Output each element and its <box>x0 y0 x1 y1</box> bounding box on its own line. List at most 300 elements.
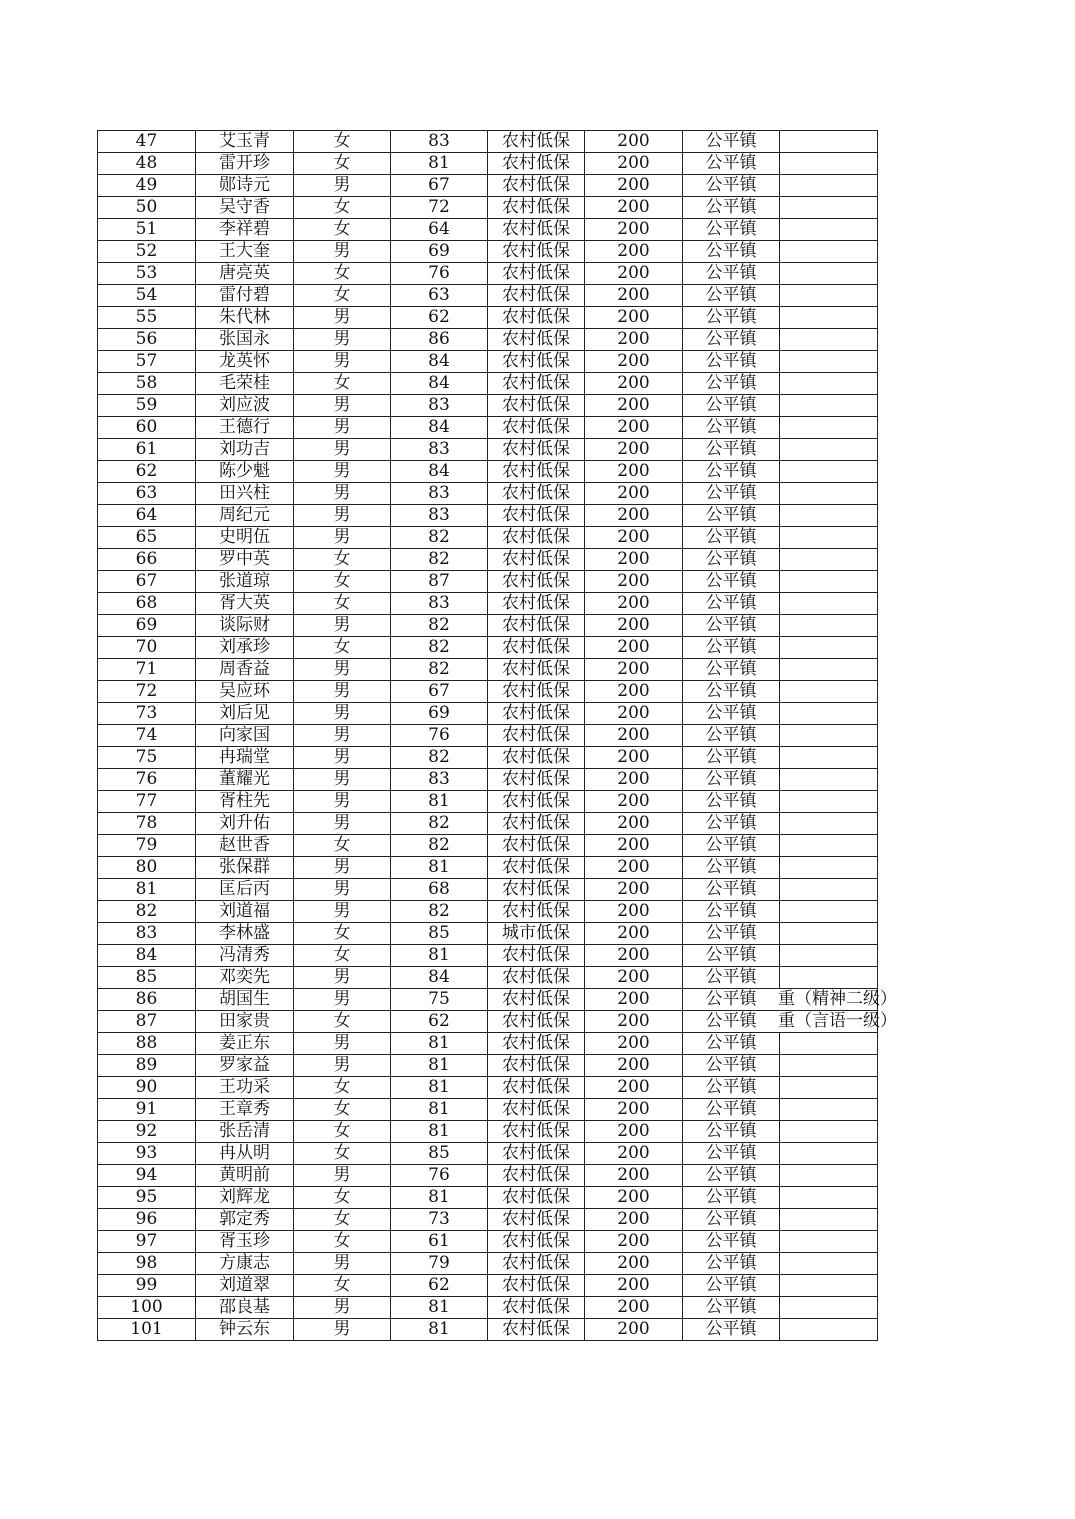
age-cell[interactable]: 62 <box>391 307 488 329</box>
amount-cell[interactable]: 200 <box>585 417 683 439</box>
note-cell[interactable] <box>780 307 878 329</box>
amount-cell[interactable]: 200 <box>585 549 683 571</box>
row-number-cell[interactable]: 49 <box>98 175 196 197</box>
gender-cell[interactable]: 男 <box>294 1297 391 1319</box>
amount-cell[interactable]: 200 <box>585 989 683 1011</box>
amount-cell[interactable]: 200 <box>585 1231 683 1253</box>
amount-cell[interactable]: 200 <box>585 1319 683 1341</box>
name-cell[interactable]: 郭定秀 <box>196 1209 294 1231</box>
gender-cell[interactable]: 男 <box>294 1033 391 1055</box>
subsidy-type-cell[interactable]: 农村低保 <box>488 197 585 219</box>
note-cell[interactable] <box>780 1319 878 1341</box>
town-cell[interactable]: 公平镇 <box>683 835 780 857</box>
town-cell[interactable]: 公平镇 <box>683 417 780 439</box>
age-cell[interactable]: 82 <box>391 549 488 571</box>
row-number-cell[interactable]: 52 <box>98 241 196 263</box>
name-cell[interactable]: 张保群 <box>196 857 294 879</box>
age-cell[interactable]: 76 <box>391 263 488 285</box>
row-number-cell[interactable]: 70 <box>98 637 196 659</box>
row-number-cell[interactable]: 47 <box>98 131 196 153</box>
amount-cell[interactable]: 200 <box>585 901 683 923</box>
row-number-cell[interactable]: 64 <box>98 505 196 527</box>
name-cell[interactable]: 李林盛 <box>196 923 294 945</box>
name-cell[interactable]: 冉从明 <box>196 1143 294 1165</box>
town-cell[interactable]: 公平镇 <box>683 1055 780 1077</box>
subsidy-type-cell[interactable]: 农村低保 <box>488 967 585 989</box>
row-number-cell[interactable]: 66 <box>98 549 196 571</box>
gender-cell[interactable]: 男 <box>294 527 391 549</box>
row-number-cell[interactable]: 79 <box>98 835 196 857</box>
gender-cell[interactable]: 男 <box>294 791 391 813</box>
row-number-cell[interactable]: 51 <box>98 219 196 241</box>
name-cell[interactable]: 邓奕先 <box>196 967 294 989</box>
amount-cell[interactable]: 200 <box>585 1187 683 1209</box>
gender-cell[interactable]: 男 <box>294 967 391 989</box>
age-cell[interactable]: 85 <box>391 1143 488 1165</box>
name-cell[interactable]: 冉瑞堂 <box>196 747 294 769</box>
amount-cell[interactable]: 200 <box>585 1011 683 1033</box>
gender-cell[interactable]: 女 <box>294 1275 391 1297</box>
age-cell[interactable]: 83 <box>391 769 488 791</box>
town-cell[interactable]: 公平镇 <box>683 527 780 549</box>
note-cell[interactable] <box>780 901 878 923</box>
town-cell[interactable]: 公平镇 <box>683 681 780 703</box>
subsidy-type-cell[interactable]: 农村低保 <box>488 1055 585 1077</box>
row-number-cell[interactable]: 81 <box>98 879 196 901</box>
name-cell[interactable]: 刘功吉 <box>196 439 294 461</box>
gender-cell[interactable]: 男 <box>294 769 391 791</box>
amount-cell[interactable]: 200 <box>585 1143 683 1165</box>
gender-cell[interactable]: 男 <box>294 747 391 769</box>
town-cell[interactable]: 公平镇 <box>683 769 780 791</box>
name-cell[interactable]: 罗家益 <box>196 1055 294 1077</box>
subsidy-type-cell[interactable]: 农村低保 <box>488 637 585 659</box>
subsidy-type-cell[interactable]: 农村低保 <box>488 395 585 417</box>
town-cell[interactable]: 公平镇 <box>683 1297 780 1319</box>
gender-cell[interactable]: 女 <box>294 1231 391 1253</box>
amount-cell[interactable]: 200 <box>585 769 683 791</box>
amount-cell[interactable]: 200 <box>585 593 683 615</box>
note-cell[interactable] <box>780 813 878 835</box>
gender-cell[interactable]: 男 <box>294 1319 391 1341</box>
amount-cell[interactable]: 200 <box>585 659 683 681</box>
subsidy-type-cell[interactable]: 农村低保 <box>488 1253 585 1275</box>
name-cell[interactable]: 刘后见 <box>196 703 294 725</box>
subsidy-type-cell[interactable]: 农村低保 <box>488 285 585 307</box>
town-cell[interactable]: 公平镇 <box>683 571 780 593</box>
town-cell[interactable]: 公平镇 <box>683 351 780 373</box>
name-cell[interactable]: 王德行 <box>196 417 294 439</box>
subsidy-type-cell[interactable]: 农村低保 <box>488 1033 585 1055</box>
note-cell[interactable] <box>780 263 878 285</box>
age-cell[interactable]: 84 <box>391 417 488 439</box>
town-cell[interactable]: 公平镇 <box>683 131 780 153</box>
amount-cell[interactable]: 200 <box>585 461 683 483</box>
name-cell[interactable]: 朱代林 <box>196 307 294 329</box>
note-cell[interactable] <box>780 945 878 967</box>
age-cell[interactable]: 83 <box>391 131 488 153</box>
gender-cell[interactable]: 男 <box>294 439 391 461</box>
subsidy-type-cell[interactable]: 农村低保 <box>488 263 585 285</box>
age-cell[interactable]: 81 <box>391 857 488 879</box>
gender-cell[interactable]: 女 <box>294 1187 391 1209</box>
town-cell[interactable]: 公平镇 <box>683 285 780 307</box>
gender-cell[interactable]: 女 <box>294 1011 391 1033</box>
gender-cell[interactable]: 女 <box>294 637 391 659</box>
subsidy-type-cell[interactable]: 农村低保 <box>488 483 585 505</box>
town-cell[interactable]: 公平镇 <box>683 1099 780 1121</box>
name-cell[interactable]: 王章秀 <box>196 1099 294 1121</box>
name-cell[interactable]: 刘承珍 <box>196 637 294 659</box>
row-number-cell[interactable]: 95 <box>98 1187 196 1209</box>
subsidy-type-cell[interactable]: 农村低保 <box>488 1209 585 1231</box>
gender-cell[interactable]: 男 <box>294 1055 391 1077</box>
note-cell[interactable] <box>780 329 878 351</box>
amount-cell[interactable]: 200 <box>585 241 683 263</box>
age-cell[interactable]: 79 <box>391 1253 488 1275</box>
gender-cell[interactable]: 女 <box>294 835 391 857</box>
name-cell[interactable]: 毛荣桂 <box>196 373 294 395</box>
note-cell[interactable] <box>780 923 878 945</box>
gender-cell[interactable]: 男 <box>294 857 391 879</box>
subsidy-type-cell[interactable]: 农村低保 <box>488 1231 585 1253</box>
row-number-cell[interactable]: 92 <box>98 1121 196 1143</box>
subsidy-type-cell[interactable]: 农村低保 <box>488 153 585 175</box>
gender-cell[interactable]: 女 <box>294 571 391 593</box>
age-cell[interactable]: 84 <box>391 967 488 989</box>
age-cell[interactable]: 83 <box>391 395 488 417</box>
age-cell[interactable]: 73 <box>391 1209 488 1231</box>
town-cell[interactable]: 公平镇 <box>683 1231 780 1253</box>
gender-cell[interactable]: 男 <box>294 681 391 703</box>
note-cell[interactable] <box>780 1121 878 1143</box>
amount-cell[interactable]: 200 <box>585 439 683 461</box>
note-cell[interactable] <box>780 857 878 879</box>
amount-cell[interactable]: 200 <box>585 945 683 967</box>
row-number-cell[interactable]: 72 <box>98 681 196 703</box>
town-cell[interactable]: 公平镇 <box>683 989 780 1011</box>
age-cell[interactable]: 62 <box>391 1011 488 1033</box>
gender-cell[interactable]: 男 <box>294 351 391 373</box>
town-cell[interactable]: 公平镇 <box>683 307 780 329</box>
name-cell[interactable]: 田家贵 <box>196 1011 294 1033</box>
note-cell[interactable] <box>780 967 878 989</box>
amount-cell[interactable]: 200 <box>585 329 683 351</box>
age-cell[interactable]: 81 <box>391 1121 488 1143</box>
amount-cell[interactable]: 200 <box>585 483 683 505</box>
subsidy-type-cell[interactable]: 农村低保 <box>488 681 585 703</box>
subsidy-type-cell[interactable]: 农村低保 <box>488 219 585 241</box>
age-cell[interactable]: 82 <box>391 835 488 857</box>
age-cell[interactable]: 82 <box>391 527 488 549</box>
name-cell[interactable]: 王功采 <box>196 1077 294 1099</box>
age-cell[interactable]: 81 <box>391 791 488 813</box>
note-cell[interactable] <box>780 1187 878 1209</box>
row-number-cell[interactable]: 86 <box>98 989 196 1011</box>
town-cell[interactable]: 公平镇 <box>683 615 780 637</box>
town-cell[interactable]: 公平镇 <box>683 659 780 681</box>
town-cell[interactable]: 公平镇 <box>683 1033 780 1055</box>
subsidy-type-cell[interactable]: 农村低保 <box>488 1011 585 1033</box>
amount-cell[interactable]: 200 <box>585 1297 683 1319</box>
amount-cell[interactable]: 200 <box>585 681 683 703</box>
amount-cell[interactable]: 200 <box>585 395 683 417</box>
row-number-cell[interactable]: 57 <box>98 351 196 373</box>
note-cell[interactable] <box>780 527 878 549</box>
gender-cell[interactable]: 女 <box>294 263 391 285</box>
row-number-cell[interactable]: 90 <box>98 1077 196 1099</box>
note-cell[interactable] <box>780 505 878 527</box>
age-cell[interactable]: 83 <box>391 593 488 615</box>
amount-cell[interactable]: 200 <box>585 637 683 659</box>
name-cell[interactable]: 张道琼 <box>196 571 294 593</box>
amount-cell[interactable]: 200 <box>585 1275 683 1297</box>
age-cell[interactable]: 82 <box>391 615 488 637</box>
amount-cell[interactable]: 200 <box>585 1099 683 1121</box>
subsidy-type-cell[interactable]: 农村低保 <box>488 769 585 791</box>
age-cell[interactable]: 84 <box>391 461 488 483</box>
subsidy-type-cell[interactable]: 农村低保 <box>488 989 585 1011</box>
name-cell[interactable]: 艾玉青 <box>196 131 294 153</box>
age-cell[interactable]: 84 <box>391 351 488 373</box>
name-cell[interactable]: 刘升佑 <box>196 813 294 835</box>
row-number-cell[interactable]: 71 <box>98 659 196 681</box>
town-cell[interactable]: 公平镇 <box>683 901 780 923</box>
subsidy-type-cell[interactable]: 农村低保 <box>488 615 585 637</box>
amount-cell[interactable]: 200 <box>585 505 683 527</box>
gender-cell[interactable]: 男 <box>294 879 391 901</box>
subsidy-type-cell[interactable]: 农村低保 <box>488 571 585 593</box>
gender-cell[interactable]: 女 <box>294 1121 391 1143</box>
gender-cell[interactable]: 女 <box>294 131 391 153</box>
town-cell[interactable]: 公平镇 <box>683 923 780 945</box>
subsidy-type-cell[interactable]: 农村低保 <box>488 439 585 461</box>
town-cell[interactable]: 公平镇 <box>683 241 780 263</box>
subsidy-type-cell[interactable]: 农村低保 <box>488 1077 585 1099</box>
town-cell[interactable]: 公平镇 <box>683 263 780 285</box>
row-number-cell[interactable]: 80 <box>98 857 196 879</box>
note-cell[interactable] <box>780 791 878 813</box>
row-number-cell[interactable]: 100 <box>98 1297 196 1319</box>
name-cell[interactable]: 钟云东 <box>196 1319 294 1341</box>
row-number-cell[interactable]: 98 <box>98 1253 196 1275</box>
row-number-cell[interactable]: 56 <box>98 329 196 351</box>
town-cell[interactable]: 公平镇 <box>683 483 780 505</box>
town-cell[interactable]: 公平镇 <box>683 857 780 879</box>
gender-cell[interactable]: 男 <box>294 483 391 505</box>
subsidy-type-cell[interactable]: 城市低保 <box>488 923 585 945</box>
amount-cell[interactable]: 200 <box>585 703 683 725</box>
note-cell[interactable] <box>780 593 878 615</box>
town-cell[interactable]: 公平镇 <box>683 505 780 527</box>
name-cell[interactable]: 吴守香 <box>196 197 294 219</box>
gender-cell[interactable]: 女 <box>294 945 391 967</box>
note-cell[interactable] <box>780 835 878 857</box>
note-cell[interactable] <box>780 175 878 197</box>
amount-cell[interactable]: 200 <box>585 351 683 373</box>
subsidy-type-cell[interactable]: 农村低保 <box>488 505 585 527</box>
gender-cell[interactable]: 男 <box>294 175 391 197</box>
name-cell[interactable]: 王大奎 <box>196 241 294 263</box>
row-number-cell[interactable]: 84 <box>98 945 196 967</box>
gender-cell[interactable]: 女 <box>294 1143 391 1165</box>
subsidy-type-cell[interactable]: 农村低保 <box>488 725 585 747</box>
town-cell[interactable]: 公平镇 <box>683 1121 780 1143</box>
row-number-cell[interactable]: 69 <box>98 615 196 637</box>
note-cell[interactable] <box>780 417 878 439</box>
note-cell[interactable] <box>780 285 878 307</box>
town-cell[interactable]: 公平镇 <box>683 439 780 461</box>
town-cell[interactable]: 公平镇 <box>683 461 780 483</box>
age-cell[interactable]: 67 <box>391 175 488 197</box>
note-cell[interactable] <box>780 747 878 769</box>
subsidy-type-cell[interactable]: 农村低保 <box>488 747 585 769</box>
age-cell[interactable]: 61 <box>391 1231 488 1253</box>
name-cell[interactable]: 董耀光 <box>196 769 294 791</box>
age-cell[interactable]: 81 <box>391 153 488 175</box>
name-cell[interactable]: 胥玉珍 <box>196 1231 294 1253</box>
town-cell[interactable]: 公平镇 <box>683 1253 780 1275</box>
name-cell[interactable]: 冯清秀 <box>196 945 294 967</box>
town-cell[interactable]: 公平镇 <box>683 219 780 241</box>
town-cell[interactable]: 公平镇 <box>683 395 780 417</box>
note-cell[interactable] <box>780 153 878 175</box>
amount-cell[interactable]: 200 <box>585 197 683 219</box>
age-cell[interactable]: 84 <box>391 373 488 395</box>
age-cell[interactable]: 81 <box>391 1077 488 1099</box>
note-cell[interactable] <box>780 395 878 417</box>
age-cell[interactable]: 82 <box>391 637 488 659</box>
name-cell[interactable]: 姜正东 <box>196 1033 294 1055</box>
subsidy-type-cell[interactable]: 农村低保 <box>488 175 585 197</box>
row-number-cell[interactable]: 93 <box>98 1143 196 1165</box>
age-cell[interactable]: 81 <box>391 1319 488 1341</box>
age-cell[interactable]: 83 <box>391 505 488 527</box>
amount-cell[interactable]: 200 <box>585 747 683 769</box>
row-number-cell[interactable]: 83 <box>98 923 196 945</box>
row-number-cell[interactable]: 54 <box>98 285 196 307</box>
subsidy-type-cell[interactable]: 农村低保 <box>488 549 585 571</box>
note-cell[interactable] <box>780 769 878 791</box>
amount-cell[interactable]: 200 <box>585 725 683 747</box>
town-cell[interactable]: 公平镇 <box>683 549 780 571</box>
gender-cell[interactable]: 女 <box>294 1099 391 1121</box>
row-number-cell[interactable]: 82 <box>98 901 196 923</box>
name-cell[interactable]: 谈际财 <box>196 615 294 637</box>
town-cell[interactable]: 公平镇 <box>683 1319 780 1341</box>
name-cell[interactable]: 雷开珍 <box>196 153 294 175</box>
age-cell[interactable]: 81 <box>391 945 488 967</box>
amount-cell[interactable]: 200 <box>585 615 683 637</box>
name-cell[interactable]: 张国永 <box>196 329 294 351</box>
age-cell[interactable]: 83 <box>391 439 488 461</box>
note-cell[interactable] <box>780 373 878 395</box>
row-number-cell[interactable]: 101 <box>98 1319 196 1341</box>
name-cell[interactable]: 李祥碧 <box>196 219 294 241</box>
subsidy-type-cell[interactable]: 农村低保 <box>488 1143 585 1165</box>
subsidy-type-cell[interactable]: 农村低保 <box>488 351 585 373</box>
name-cell[interactable]: 田兴柱 <box>196 483 294 505</box>
row-number-cell[interactable]: 67 <box>98 571 196 593</box>
amount-cell[interactable]: 200 <box>585 219 683 241</box>
name-cell[interactable]: 周香益 <box>196 659 294 681</box>
note-cell[interactable] <box>780 1077 878 1099</box>
town-cell[interactable]: 公平镇 <box>683 1077 780 1099</box>
name-cell[interactable]: 方康志 <box>196 1253 294 1275</box>
note-cell[interactable] <box>780 879 878 901</box>
name-cell[interactable]: 陈少魁 <box>196 461 294 483</box>
age-cell[interactable]: 85 <box>391 923 488 945</box>
row-number-cell[interactable]: 58 <box>98 373 196 395</box>
note-cell[interactable] <box>780 241 878 263</box>
subsidy-type-cell[interactable]: 农村低保 <box>488 1297 585 1319</box>
town-cell[interactable]: 公平镇 <box>683 1209 780 1231</box>
amount-cell[interactable]: 200 <box>585 153 683 175</box>
age-cell[interactable]: 69 <box>391 703 488 725</box>
gender-cell[interactable]: 男 <box>294 417 391 439</box>
name-cell[interactable]: 向家国 <box>196 725 294 747</box>
subsidy-type-cell[interactable]: 农村低保 <box>488 703 585 725</box>
town-cell[interactable]: 公平镇 <box>683 637 780 659</box>
note-cell[interactable] <box>780 637 878 659</box>
note-cell[interactable] <box>780 131 878 153</box>
age-cell[interactable]: 82 <box>391 659 488 681</box>
subsidy-type-cell[interactable]: 农村低保 <box>488 659 585 681</box>
age-cell[interactable]: 72 <box>391 197 488 219</box>
amount-cell[interactable]: 200 <box>585 373 683 395</box>
gender-cell[interactable]: 男 <box>294 1253 391 1275</box>
age-cell[interactable]: 82 <box>391 813 488 835</box>
subsidy-type-cell[interactable]: 农村低保 <box>488 593 585 615</box>
amount-cell[interactable]: 200 <box>585 527 683 549</box>
subsidy-type-cell[interactable]: 农村低保 <box>488 1275 585 1297</box>
note-cell[interactable] <box>780 1099 878 1121</box>
note-cell[interactable] <box>780 571 878 593</box>
gender-cell[interactable]: 男 <box>294 329 391 351</box>
row-number-cell[interactable]: 88 <box>98 1033 196 1055</box>
age-cell[interactable]: 76 <box>391 1165 488 1187</box>
row-number-cell[interactable]: 94 <box>98 1165 196 1187</box>
amount-cell[interactable]: 200 <box>585 285 683 307</box>
gender-cell[interactable]: 女 <box>294 285 391 307</box>
amount-cell[interactable]: 200 <box>585 857 683 879</box>
subsidy-type-cell[interactable]: 农村低保 <box>488 417 585 439</box>
gender-cell[interactable]: 男 <box>294 505 391 527</box>
note-cell[interactable] <box>780 1231 878 1253</box>
town-cell[interactable]: 公平镇 <box>683 703 780 725</box>
age-cell[interactable]: 69 <box>391 241 488 263</box>
gender-cell[interactable]: 男 <box>294 659 391 681</box>
subsidy-type-cell[interactable]: 农村低保 <box>488 791 585 813</box>
amount-cell[interactable]: 200 <box>585 571 683 593</box>
gender-cell[interactable]: 女 <box>294 1209 391 1231</box>
subsidy-type-cell[interactable]: 农村低保 <box>488 373 585 395</box>
age-cell[interactable]: 81 <box>391 1033 488 1055</box>
subsidy-type-cell[interactable]: 农村低保 <box>488 131 585 153</box>
row-number-cell[interactable]: 97 <box>98 1231 196 1253</box>
note-cell[interactable] <box>780 461 878 483</box>
town-cell[interactable]: 公平镇 <box>683 593 780 615</box>
subsidy-type-cell[interactable]: 农村低保 <box>488 307 585 329</box>
amount-cell[interactable]: 200 <box>585 967 683 989</box>
age-cell[interactable]: 82 <box>391 901 488 923</box>
row-number-cell[interactable]: 65 <box>98 527 196 549</box>
subsidy-type-cell[interactable]: 农村低保 <box>488 1099 585 1121</box>
age-cell[interactable]: 81 <box>391 1187 488 1209</box>
note-cell[interactable] <box>780 219 878 241</box>
name-cell[interactable]: 胥柱先 <box>196 791 294 813</box>
amount-cell[interactable]: 200 <box>585 307 683 329</box>
